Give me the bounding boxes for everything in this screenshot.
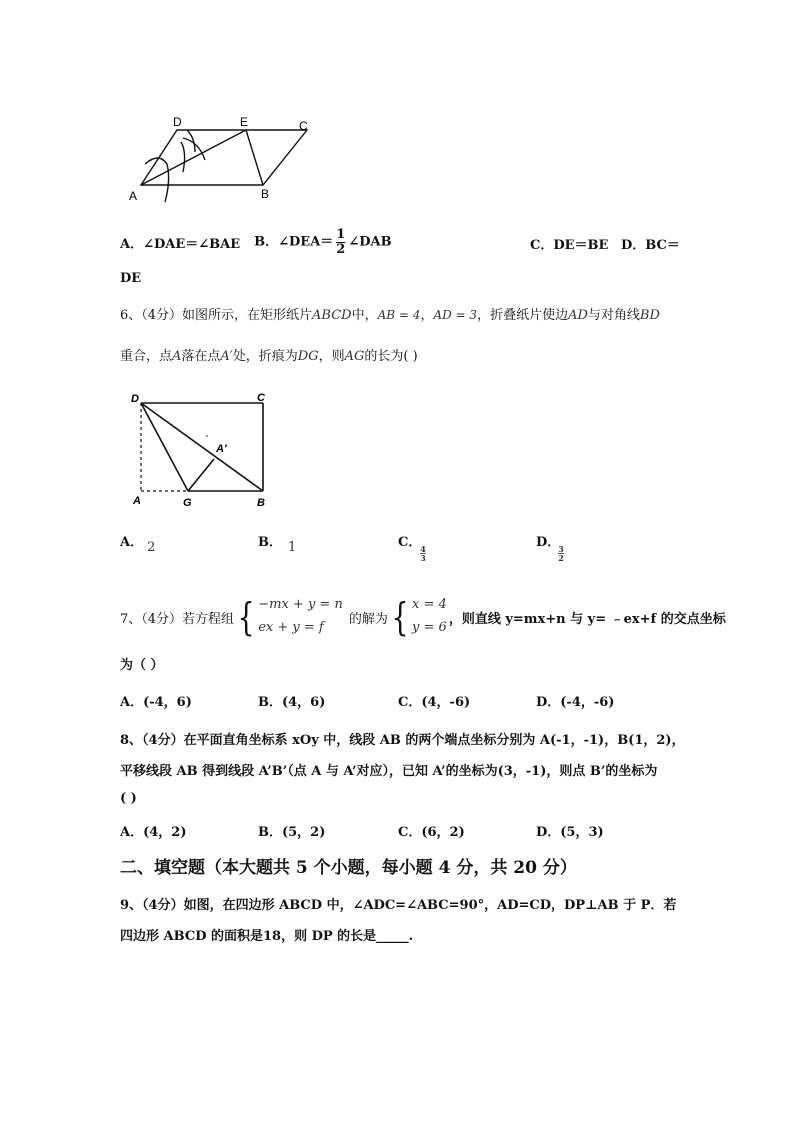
q7-line1: 7、（4分）若方程组 { −mx + y = n ex + y = f 的解为 { x = 4 y = 6 ，则直线 y=mx+n 与 y= ﹣ex+f 的交点坐标 — [120, 595, 726, 639]
q7-line2: 为（ ） — [120, 658, 164, 673]
q5-arc-1 — [145, 158, 169, 202]
q5-option-d-cont: DE — [120, 271, 142, 286]
q7-option-b[interactable]: B．(4，6) — [258, 695, 326, 710]
q6-label-g: G — [183, 497, 192, 509]
q5-options-cd — [530, 234, 680, 253]
q5-option-c[interactable]: C．DE＝BE — [530, 238, 609, 253]
q6-label-b: B — [257, 497, 265, 509]
q6-label-c: C — [257, 392, 265, 404]
q6-label-d: D — [131, 393, 139, 405]
q6-fold-dg — [141, 403, 188, 491]
q6-segment-ga — [188, 459, 214, 491]
section-title: 二、填空题（本大题共 5 个小题，每小题 4 分，共 20 分） — [120, 858, 577, 878]
q6-option-d[interactable]: D． 3 2 — [536, 535, 564, 563]
q5-arc-2 — [181, 142, 185, 172]
q6-diagonal-db — [141, 403, 263, 491]
q7-option-a[interactable]: A．(-4，6) — [120, 695, 192, 710]
q5-segment-eb — [246, 130, 263, 185]
q5-parallelogram — [141, 130, 307, 185]
q5-options-row — [120, 222, 392, 262]
q7-solution: x = 4 y = 6 — [412, 597, 447, 635]
q8-option-c[interactable]: C．(6，2) — [398, 825, 465, 840]
q5-figure — [125, 112, 325, 207]
q5-label-e: E — [240, 115, 249, 129]
q8-line1: 8、（4分）在平面直角坐标系 xOy 中，线段 AB 的两个端点坐标分别为 A(-1，-1)，B(1，2)， — [120, 733, 685, 748]
q9-line2: 四边形 ABCD 的面积是18，则 DP 的长是_____. — [120, 929, 414, 944]
q6-line2: 重合，点A落在点A′处，折痕为DG，则AG的长为( ) — [120, 349, 418, 364]
q5-label-b: B — [261, 187, 270, 201]
q8-line2: 平移线段 AB 得到线段 A’B’（点 A 与 A’对应），已知 A’的坐标为(3，-1)，则点 B’的坐标为 — [120, 764, 658, 779]
q5-label-a: A — [129, 189, 138, 203]
q7-equation-system: −mx + y = n ex + y = f — [258, 597, 343, 635]
q7-option-c[interactable]: C．(4，-6) — [398, 695, 471, 710]
q8-line3: ( ) — [120, 791, 137, 806]
q6-option-a[interactable]: A． 2 — [120, 535, 156, 555]
q8-option-d[interactable]: D．(5，3) — [536, 825, 604, 840]
q6-label-a: A — [133, 495, 141, 507]
q6-line1: 6、（4分）如图所示，在矩形纸片ABCD中，AB = 4，AD = 3，折叠纸片使边AD与对角线BD — [120, 308, 660, 323]
q5-option-a[interactable]: A．∠DAE＝∠BAE — [120, 236, 241, 252]
q5-option-d[interactable]: D．BC＝ — [620, 238, 680, 253]
q9-line1: 9、（4分）如图，在四边形 ABCD 中，∠ADC=∠ABC=90°，AD=CD，DP⊥AB 于 P．若 — [120, 898, 677, 913]
q6-figure — [125, 388, 275, 510]
q6-option-b[interactable]: B． 1 — [258, 535, 297, 555]
q7-option-d[interactable]: D．(-4，-6) — [536, 695, 615, 710]
q6-option-c[interactable]: C． 4 3 — [398, 535, 426, 563]
q8-option-a[interactable]: A．(4，2) — [120, 825, 187, 840]
q8-option-b[interactable]: B．(5，2) — [258, 825, 326, 840]
q5-option-b[interactable]: B．∠DEA＝ $\frac{1}{2}$ ∠DAB — [254, 226, 392, 257]
q6-label-a-prime: A′ — [216, 443, 227, 455]
q5-label-d: D — [173, 115, 182, 129]
q5-label-c: C — [299, 119, 308, 133]
